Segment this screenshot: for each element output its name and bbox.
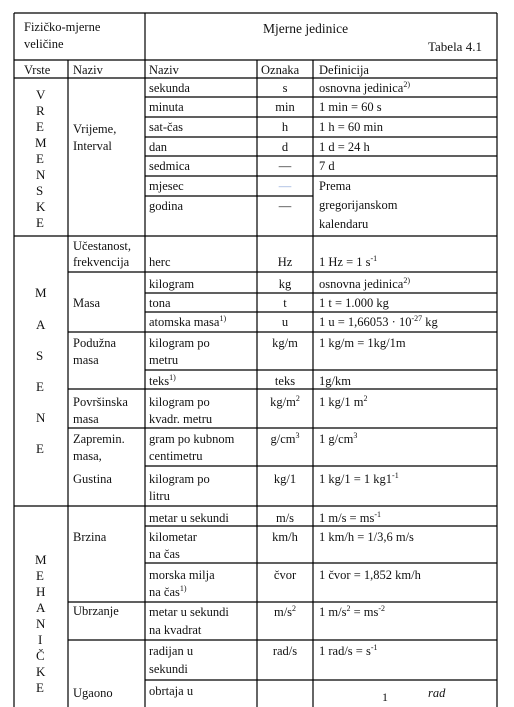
quantity-poduzna-masa: masa: [73, 353, 99, 367]
partial-unit-rad: rad: [428, 686, 446, 700]
unit-definition: 1 t = 1.000 kg: [319, 296, 389, 310]
unit-symbol: —: [278, 179, 292, 193]
group-letter: E: [36, 119, 44, 134]
quantity-frekvencija: frekvencija: [73, 255, 130, 269]
header-fizicke-line2: veličine: [24, 37, 64, 51]
unit-name: obrtaja u: [149, 684, 194, 698]
unit-symbol: d: [281, 140, 289, 154]
group-letter: K: [36, 664, 46, 679]
unit-symbol: —: [278, 159, 292, 173]
unit-name: kilogram po: [149, 472, 210, 486]
unit-name: na kvadrat: [149, 623, 202, 637]
col-oznaka: Oznaka: [261, 63, 300, 77]
unit-symbol: —: [278, 199, 292, 213]
unit-symbol: h: [281, 120, 289, 134]
group-letter: M: [35, 135, 47, 150]
group-letter: S: [36, 348, 44, 363]
quantity-brzina: Brzina: [73, 530, 107, 544]
unit-definition: 1 $g/cm^3$: [319, 430, 358, 446]
group-letter: R: [36, 103, 45, 118]
unit-definition: 1 $m/s = ms^{-1}$: [319, 509, 381, 525]
table-label: Tabela 4.1: [428, 39, 482, 54]
unit-definition: 1 kg/1 $m^2$: [319, 393, 368, 409]
unit-name: tona: [149, 296, 171, 310]
quantity-zapremin: Zapremin.: [73, 432, 125, 446]
unit-definition: 1 $u = 1,66053 \cdot 10^{-27}$ kg: [319, 313, 438, 329]
header-mjerne-jedinice: Mjerne jedinice: [263, 21, 349, 36]
unit-symbol: $m/s^2$: [273, 603, 297, 619]
unit-name: kilometar: [149, 530, 197, 544]
col-vrste: Vrste: [24, 63, 51, 77]
col-definicija: Definicija: [319, 63, 369, 77]
quantity-ubrzanje: Ubrzanje: [73, 604, 119, 618]
group-letter: E: [36, 568, 44, 583]
quantity-ucestanost: Učestanost,: [73, 239, 131, 253]
unit-name: kilogram po: [149, 336, 210, 350]
group-letter: N: [36, 616, 46, 631]
unit-definition: 1 Hz = 1 $s^{-1}$: [319, 253, 378, 269]
unit-symbol: m/s: [275, 511, 295, 525]
unit-symbol: s: [282, 81, 288, 95]
unit-name: metar u sekundi: [149, 511, 229, 525]
unit-symbol: rad/s: [272, 644, 298, 658]
group-letter: N: [36, 410, 46, 425]
col-naziv-jedinice: Naziv: [149, 63, 179, 77]
quantity-poduzna: Podužna: [73, 336, 117, 350]
group-letter: M: [35, 285, 47, 300]
group-letter: E: [36, 379, 44, 394]
unit-name: sekunda: [149, 81, 190, 95]
unit-name: na čas: [149, 547, 180, 561]
unit-definition: 1g/km: [319, 374, 351, 388]
unit-name: herc: [149, 255, 171, 269]
unit-name: litru: [149, 489, 170, 503]
quantity-masa: Masa: [73, 296, 101, 310]
group-letter: V: [36, 87, 46, 102]
quantity-interval: Interval: [73, 139, 112, 153]
quantity-povrsinska: Površinska: [73, 395, 128, 409]
group-letter: A: [36, 317, 46, 332]
unit-name: kilogram po: [149, 395, 210, 409]
unit-definition: 1 d = 24 h: [319, 140, 370, 154]
unit-name: godina: [149, 199, 184, 213]
unit-name: metru: [149, 353, 179, 367]
group-letter: Č: [36, 648, 45, 663]
unit-definition: 1 min = 60 s: [319, 100, 382, 114]
quantity-povrsinska-masa: masa: [73, 412, 99, 426]
unit-symbol: kg: [278, 277, 292, 291]
unit-definition: 1 kg/1 = 1 $kg1^{-1}$: [319, 470, 399, 486]
unit-symbol: teks: [274, 374, 296, 388]
partial-fraction-numerator: 1: [382, 690, 388, 704]
group-letter: I: [38, 632, 43, 647]
quantity-zapremin-masa: masa,: [73, 449, 102, 463]
unit-definition: osnovna jedinica$^{2)}$: [319, 79, 411, 95]
header-fizicke-line1: Fizičko-mjerne: [24, 20, 101, 34]
unit-symbol: t: [283, 296, 287, 310]
quantity-vrijeme: Vrijeme,: [73, 122, 117, 136]
group-letter: E: [36, 441, 44, 456]
unit-name: na čas$^{1)}$: [149, 583, 187, 599]
unit-name: minuta: [149, 100, 184, 114]
unit-name: sedmica: [149, 159, 190, 173]
unit-name: morska milja: [149, 568, 215, 582]
col-naziv: Naziv: [73, 63, 103, 77]
unit-name: kvadr. metru: [149, 412, 213, 426]
unit-name: teks$^{1)}$: [149, 372, 176, 388]
unit-name: mjesec: [149, 179, 184, 193]
unit-name: atomska masa$^{1)}$: [149, 313, 227, 329]
group-letter: M: [35, 552, 47, 567]
unit-definition: 1 h = 60 min: [319, 120, 383, 134]
unit-definition: 1 km/h = 1/3,6 m/s: [319, 530, 414, 544]
unit-name: kilogram: [149, 277, 195, 291]
unit-name: sat-čas: [149, 120, 184, 134]
unit-definition: 1 kg/m = 1kg/1m: [319, 336, 406, 350]
group-letter: N: [36, 167, 46, 182]
unit-definition: gregorijanskom: [319, 198, 398, 212]
unit-symbol: Hz: [277, 255, 293, 269]
unit-name: dan: [149, 140, 168, 154]
unit-name: centimetru: [149, 449, 203, 463]
unit-definition: 1 $m/s^2 = ms^{-2}$: [319, 603, 385, 619]
group-letter: K: [36, 199, 46, 214]
group-letter: E: [36, 680, 44, 695]
unit-symbol: min: [275, 100, 295, 114]
unit-definition: Prema: [319, 179, 351, 193]
unit-name: radijan u: [149, 644, 194, 658]
group-letter: E: [36, 215, 44, 230]
unit-name: sekundi: [149, 662, 188, 676]
unit-symbol: $g/cm^3$: [270, 430, 300, 446]
quantity-gustina: Gustina: [73, 472, 112, 486]
unit-definition: osnovna jedinica$^{2)}$: [319, 275, 411, 291]
unit-symbol: kg/m: [272, 336, 298, 350]
unit-symbol: kg/1: [273, 472, 297, 486]
unit-symbol: u: [281, 315, 289, 329]
unit-definition: kalendaru: [319, 217, 369, 231]
unit-name: gram po kubnom: [149, 432, 235, 446]
unit-definition: 1 čvor = 1,852 km/h: [319, 568, 421, 582]
group-letter: S: [36, 183, 44, 198]
group-letter: E: [36, 151, 44, 166]
unit-symbol: km/h: [272, 530, 298, 544]
unit-symbol: čvor: [273, 568, 297, 582]
quantity-ugaono: Ugaono: [73, 686, 113, 700]
unit-name: metar u sekundi: [149, 605, 229, 619]
unit-symbol: $kg/m^2$: [270, 393, 300, 409]
group-letter: H: [36, 584, 46, 599]
group-letter: A: [36, 600, 46, 615]
unit-definition: 1 $rad/s = s^{-1}$: [319, 642, 378, 658]
unit-definition: 7 d: [319, 159, 335, 173]
